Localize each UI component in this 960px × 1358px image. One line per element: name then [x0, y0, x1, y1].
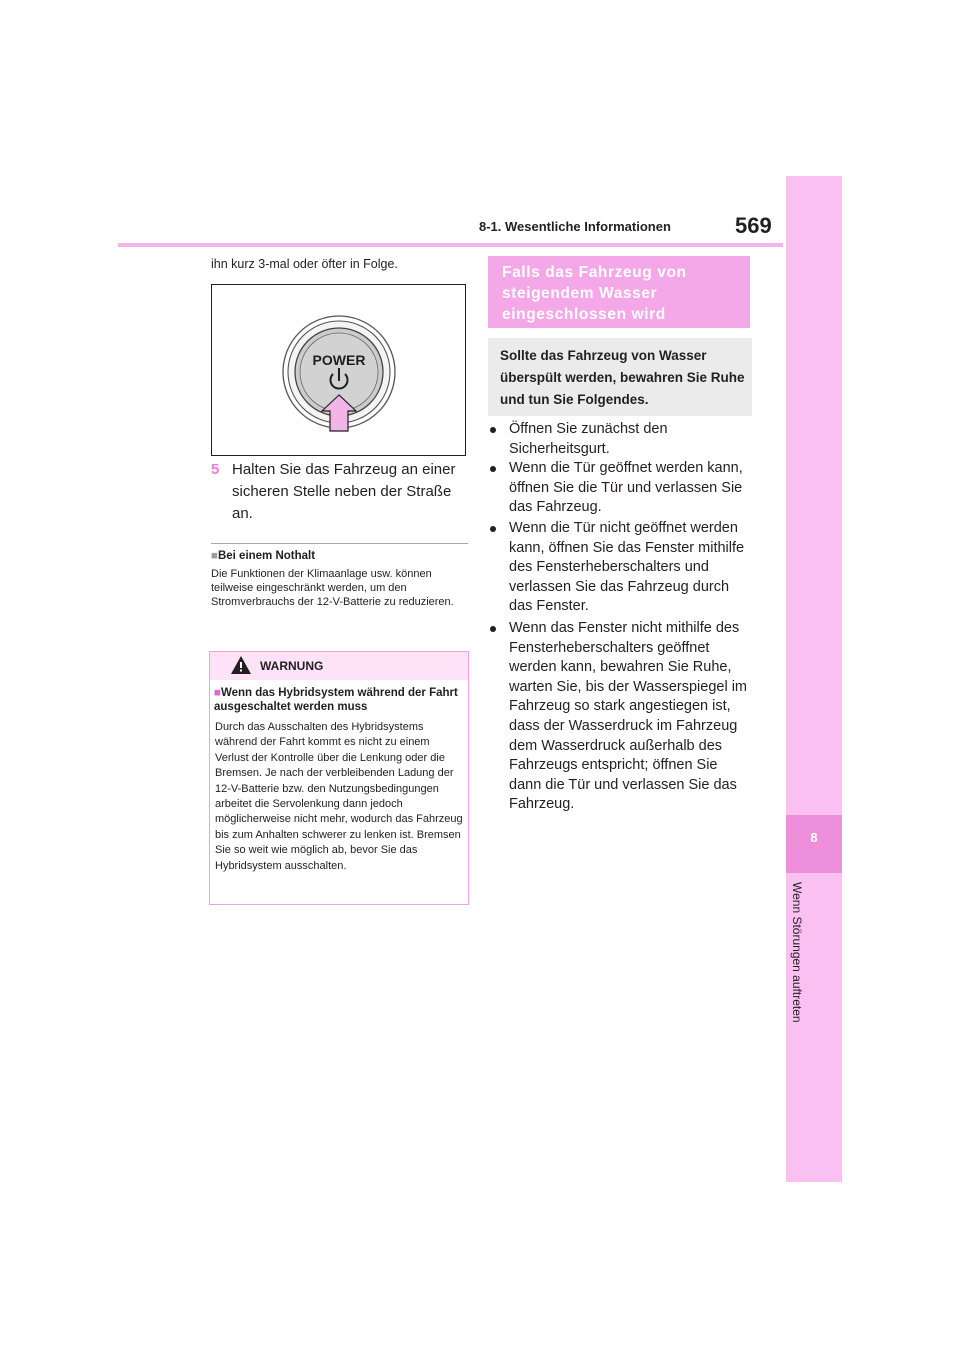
power-button-figure [211, 284, 466, 456]
header-rule [118, 243, 783, 247]
bullet-icon [490, 466, 496, 472]
warning-heading-text: Wenn das Hybridsystem während der Fahrt ausgeschaltet werden muss [214, 687, 458, 713]
step-number: 5 [211, 461, 220, 478]
list-item [490, 619, 752, 819]
note-marker: ■ [211, 550, 218, 562]
warning-box [209, 651, 469, 905]
bullet-icon [490, 427, 496, 433]
section-title: 8-1. Wesentliche Informationen [479, 219, 671, 234]
step-text: Halten Sie das Fahrzeug an einer sicheren Stelle neben der Straße an. [232, 461, 456, 522]
page-number: 569 [735, 213, 772, 238]
power-button-label: POWER [312, 352, 366, 368]
intro-callout [488, 338, 752, 416]
warning-icon [230, 655, 252, 675]
warning-title-bar [210, 652, 468, 680]
list-item [490, 519, 752, 619]
list-item-text: Wenn das Fenster nicht mithilfe des Fensterheberschalters geöffnet werden kann, bewahren Sie Ruhe, warten Sie, bis der Wasserspiegel im Fahrzeug so stark angestiegen ist, dass der Wasserdruck im Fahrzeug dem Wasserdruck außerhalb des Fahrzeugs entspricht; öffnen Sie dann die Tür und verlassen Sie das Fahrzeug. [509, 620, 747, 813]
list-item-text: Wenn die Tür nicht geöffnet werden kann, öffnen Sie das Fenster mithilfe des Fensterheberschalters und verlassen Sie das Fahrzeug durch das Fenster. [509, 520, 745, 615]
section-heading: Falls das Fahrzeug von steigendem Wasser eingeschlossen wird [502, 264, 687, 323]
note-title: Bei einem Nothalt [217, 550, 316, 562]
list-item [490, 459, 752, 519]
list-item-text: Wenn die Tür geöffnet werden kann, öffnen Sie die Tür und verlassen Sie das Fahrzeug. [509, 460, 743, 516]
section-heading-box [488, 256, 750, 328]
intro-text: ihn kurz 3-mal oder öfter in Folge. [211, 257, 398, 271]
warning-body: Durch das Ausschalten des Hybridsystems während der Fahrt kommt es nicht zu einem Verlust der Kontrolle über die Lenkung oder die Bremsen. Je nach der verbleibenden Ladung der 12-V-Batterie bzw. den Nutzungsbedingungen arbeitet die Servolenkung dann jedoch möglicherweise nicht mehr, wodurch das Fahrzeug bis zum Anhalten schwerer zu lenken ist. Bremsen Sie so weit wie möglich ab, bevor Sie das Hybridsystem ausschalten. [215, 721, 463, 872]
warning-heading [214, 686, 464, 714]
list-item [490, 420, 752, 460]
intro-callout-text: Sollte das Fahrzeug von Wasser überspült werden, bewahren Sie Ruhe und tun Sie Folgendes. [500, 348, 745, 407]
power-button-illustration [212, 285, 465, 455]
chapter-label: Wenn Störungen auftreten [790, 882, 804, 1023]
section-divider [211, 543, 468, 544]
note-heading [211, 550, 315, 562]
warning-title: WARNUNG [260, 659, 324, 673]
list-item-text: Öffnen Sie zunächst den Sicherheitsgurt. [509, 421, 668, 457]
chapter-number: 8 [810, 830, 818, 845]
note-body: Die Funktionen der Klimaanlage usw. können teilweise eingeschränkt werden, um den Stromverbrauchs der 12-V-Batterie zu reduzieren. [211, 568, 454, 608]
bullet-icon [490, 526, 496, 532]
bullet-icon [490, 626, 496, 632]
warning-marker: ■ [214, 687, 221, 699]
